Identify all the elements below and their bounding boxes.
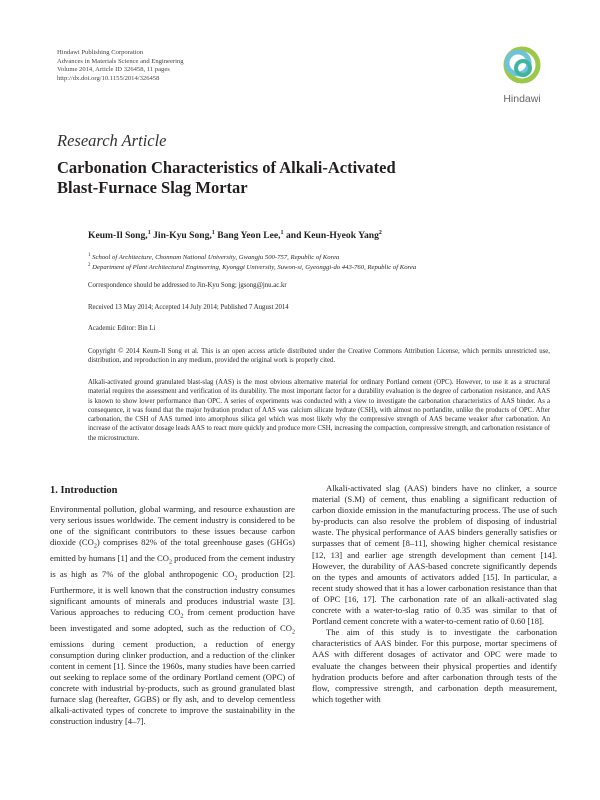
intro-paragraph: Alkali-activated slag (AAS) binders have no clinker, a source material (S.M) of cement, thus enabling a significant reduction of carbon dioxide emission in the manufacturing process. The use of such by-products can also resolve the problem of disposing of industrial waste. The physical performance of AAS binders generally satisfies or surpasses that of cement [8–11], showing higher chemical resistance [12, 13] and earlier age strength development than cement [14]. However, the durability of AAS-based concrete significantly depends on the types and amounts of activators added [15]. In particular, a recent study showed that it has a lower carbonation resistance than that of OPC [16, 17]. The carbonation rate of an alkali-activated slag concrete with a water-to-slag ratio of 0.35 was similar to that of Portland cement concrete with a water-to-cement ratio of 0.60 [18].	[312, 483, 557, 627]
logo-text: Hindawi	[503, 93, 541, 105]
journal-info	[57, 49, 184, 83]
author: and Keun-Hyeok Yang$^2$	[285, 230, 382, 242]
correspondence: Correspondence should be addressed to Jin-Kyu Song; jgsong@jnu.ac.kr	[88, 282, 287, 289]
article-type: Research Article	[57, 131, 167, 150]
academic-editor: Academic Editor: Bin Li	[88, 325, 156, 332]
article-dates: Received 13 May 2014; Accepted 14 July 2014; Published 7 August 2014	[88, 304, 289, 311]
title-line-1: Carbonation Characteristics of Alkali-Activated	[57, 158, 396, 177]
copyright-notice: Copyright © 2014 Keum-Il Song et al. This is an open access article distributed under the Creative Commons Attribution License, which permits unrestricted use, distribution, and reproduction in any medium, provided the original work is properly cited.	[88, 348, 550, 365]
author: Keum-Il Song,$^1$	[88, 230, 151, 242]
journal-name: Advances in Materials Science and Engineering	[57, 57, 184, 65]
affiliation-1: $^1$ School of Architecture, Chonnam National University, Gwangju 500-757, Republic of Korea	[88, 253, 340, 262]
author: Jin-Kyu Song,$^1$	[153, 230, 215, 242]
publisher-name: Hindawi Publishing Corporation	[57, 49, 144, 56]
intro-left-column	[50, 504, 295, 727]
section-heading: 1. Introduction	[50, 485, 118, 496]
intro-paragraph: Environmental pollution, global warming, and resource exhaustion are very serious issues worldwide. The cement industry is considered to be one of the significant contributors to these issues because carbon dioxide $(CO_2)$ comprises 82% of the total greenhouse gases (GHGs) emitted by humans [1] and the $CO_2$ produced from the cement industry is as high as 7% of the global anthropogenic $CO_2$ production [2]. Furthermore, it is well known that the construction industry consumes significant amounts of minerals and produces industrial waste [3]. Various approaches to reducing $CO_2$ from cement production have been investigated and some adopted, such as the reduction of $CO_2$ emissions during cement production, a reduction of energy consumption during clinker production, and a reduction of the clinker content in cement [1]. Since the 1960s, many studies have been carried out seeking to replace some of the ordinary Portland cement (OPC) of concrete with industrial by-products, such as ground granulated blast furnace slag (hereafter, GGBS) or fly ash, and to develop cementless alkali-activated types of concrete to improve the sustainability in the construction industry [4–7].	[50, 504, 295, 727]
intro-right-column	[312, 483, 557, 705]
abstract: Alkali-activated ground granulated blast-slag (AAS) is the most obvious alternative material for ordinary Portland cement (OPC). However, to use it as a structural material requires the assessment and verification of its durability. The most important factor for a durability evaluation is the degree of carbonation resistance, and AAS is known to show lower performance than OPC. A series of experiments was conducted with a view to investigate the carbonation characteristics of AAS binder. As a consequence, it was found that the major hydration product of AAS was calcium silicate hydrate (CSH), with almost no portlandite, unlike the products of OPC. After carbonation, the CSH of AAS turned into amorphous silica gel which was most likely why the compressive strength of AAS became weaker after carbonation. An increase of the activator dosage leads AAS to react more quickly and produce more CSH, increasing the compaction, compressive strength, and carbonation resistance of the microstructure.	[88, 379, 550, 442]
affiliation-2: $^2$ Department of Plant Architectural Engineering, Kyonggi University, Suwon-si, Gyeonggi-do 443-760, Republic of Korea	[88, 263, 417, 272]
hindawi-logo	[497, 46, 547, 110]
hindawi-logo-icon	[497, 46, 547, 92]
title-line-2: Blast-Furnace Slag Mortar	[57, 178, 248, 197]
author-list	[88, 230, 382, 241]
intro-paragraph: The aim of this study is to investigate the carbonation characteristics of AAS binder. For this purpose, mortar specimens of AAS with different dosages of activator and OPC were made to evaluate the changes between their physical properties and identify hydration products before and after carbonation through tests of the flow, compressive strength, and carbonation depth measurement, which together with	[312, 627, 557, 704]
journal-volume: Volume 2014, Article ID 326458, 11 pages	[57, 66, 170, 74]
paper-title	[57, 158, 477, 198]
author: Bang Yeon Lee,$^1$	[217, 230, 284, 242]
journal-doi[interactable]: http://dx.doi.org/10.1155/2014/326458	[57, 74, 160, 82]
